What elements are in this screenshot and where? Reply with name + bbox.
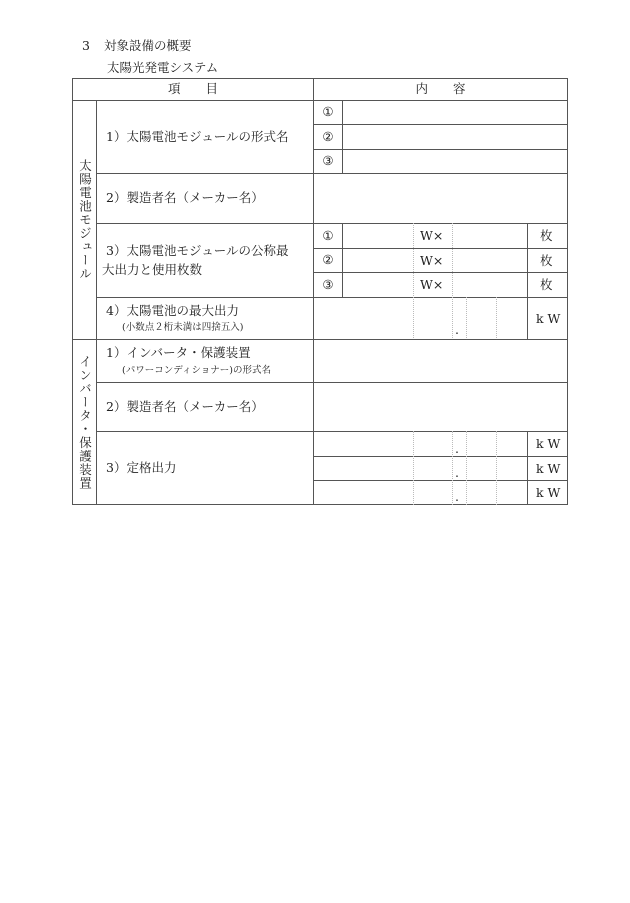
dotted-divider xyxy=(452,431,453,505)
module-output-row-1[interactable] xyxy=(342,223,568,249)
dotted-divider xyxy=(496,431,497,505)
module-output-label-line1: 3）太陽電池モジュールの公称最 xyxy=(106,243,289,258)
inverter-manufacturer-label-cell xyxy=(96,382,314,432)
module-max-label-cell xyxy=(96,297,314,340)
inverter-model-label: 1）インバータ・保護装置 xyxy=(106,345,251,360)
inverter-model-label-cell xyxy=(96,339,314,383)
decimal-point: . xyxy=(455,322,459,337)
inverter-manufacturer-input[interactable] xyxy=(313,382,568,432)
mark-3: ③ xyxy=(322,153,334,169)
section-subtitle: 太陽光発電システム xyxy=(107,60,219,75)
decimal-point: . xyxy=(455,465,459,480)
module-output-label-cell xyxy=(96,223,314,298)
decimal-point: . xyxy=(455,441,459,456)
module-model-input-1[interactable] xyxy=(342,100,568,125)
w-times-label: W× xyxy=(420,253,444,268)
divider xyxy=(527,223,528,298)
divider xyxy=(527,297,528,340)
inverter-rated-label: 3）定格出力 xyxy=(106,459,177,475)
header-content-label: 内 容 xyxy=(415,81,466,97)
mark-1: ① xyxy=(322,104,334,120)
inverter-manufacturer-label: 2）製造者名（メーカー名） xyxy=(106,398,264,414)
module-category-label: 太陽電池モジュール xyxy=(77,159,93,281)
mark-2: ② xyxy=(322,252,334,268)
inverter-category-label: インバータ・保護装置 xyxy=(77,354,93,490)
module-manufacturer-label: 2）製造者名（メーカー名） xyxy=(106,190,264,206)
module-max-note: (小数点２桁未満は四捨五入) xyxy=(122,322,244,333)
header-item-label: 項 目 xyxy=(167,81,218,97)
module-model-label: 1）太陽電池モジュールの形式名 xyxy=(106,128,289,144)
inverter-category xyxy=(72,339,97,505)
sheets-label: 枚 xyxy=(540,228,553,243)
header-item xyxy=(72,78,314,101)
divider xyxy=(527,431,528,505)
module-output-label-line2: 大出力と使用枚数 xyxy=(102,261,203,277)
module-manufacturer-input[interactable] xyxy=(313,173,568,224)
kw-unit: k W xyxy=(536,485,561,500)
inverter-rated-input-2[interactable] xyxy=(313,456,568,481)
w-times-label: W× xyxy=(420,277,444,292)
module-output-row-3[interactable] xyxy=(342,272,568,298)
kw-unit: k W xyxy=(536,311,561,326)
sheets-label: 枚 xyxy=(540,277,553,292)
dotted-divider xyxy=(496,297,497,340)
module-manufacturer-label-cell xyxy=(96,173,314,224)
dotted-divider xyxy=(466,297,467,340)
inverter-model-input[interactable] xyxy=(313,339,568,383)
module-max-output-input[interactable] xyxy=(313,297,568,340)
mark-cell xyxy=(313,124,343,150)
dotted-divider xyxy=(452,297,453,340)
dotted-divider xyxy=(466,431,467,505)
mark-1: ① xyxy=(322,227,334,243)
mark-cell xyxy=(313,149,343,174)
mark-3: ③ xyxy=(322,276,334,292)
mark-cell xyxy=(313,100,343,125)
section-title: 対象設備の概要 xyxy=(104,38,192,53)
sheets-label: 枚 xyxy=(540,253,553,268)
mark-cell xyxy=(313,248,343,273)
dotted-divider xyxy=(413,431,414,505)
dotted-divider xyxy=(413,297,414,340)
inverter-rated-label-cell xyxy=(96,431,314,505)
decimal-point: . xyxy=(455,489,459,504)
section-number: 3 xyxy=(82,38,90,53)
kw-unit: k W xyxy=(536,436,561,451)
module-max-label: 4）太陽電池の最大出力 xyxy=(106,302,239,318)
dotted-divider xyxy=(452,223,453,298)
dotted-divider xyxy=(413,223,414,298)
inverter-model-note: (パワーコンディショナー)の形式名 xyxy=(122,364,271,376)
w-times-label: W× xyxy=(420,228,444,243)
mark-cell xyxy=(313,223,343,249)
module-model-input-2[interactable] xyxy=(342,124,568,150)
module-model-label-cell xyxy=(96,100,314,174)
mark-2: ② xyxy=(322,128,334,144)
kw-unit: k W xyxy=(536,461,561,476)
inverter-rated-input-3[interactable] xyxy=(313,480,568,505)
module-category xyxy=(72,100,97,340)
inverter-rated-input-1[interactable] xyxy=(313,431,568,457)
module-model-input-3[interactable] xyxy=(342,149,568,174)
header-content xyxy=(313,78,568,101)
module-output-row-2[interactable] xyxy=(342,248,568,273)
mark-cell xyxy=(313,272,343,298)
